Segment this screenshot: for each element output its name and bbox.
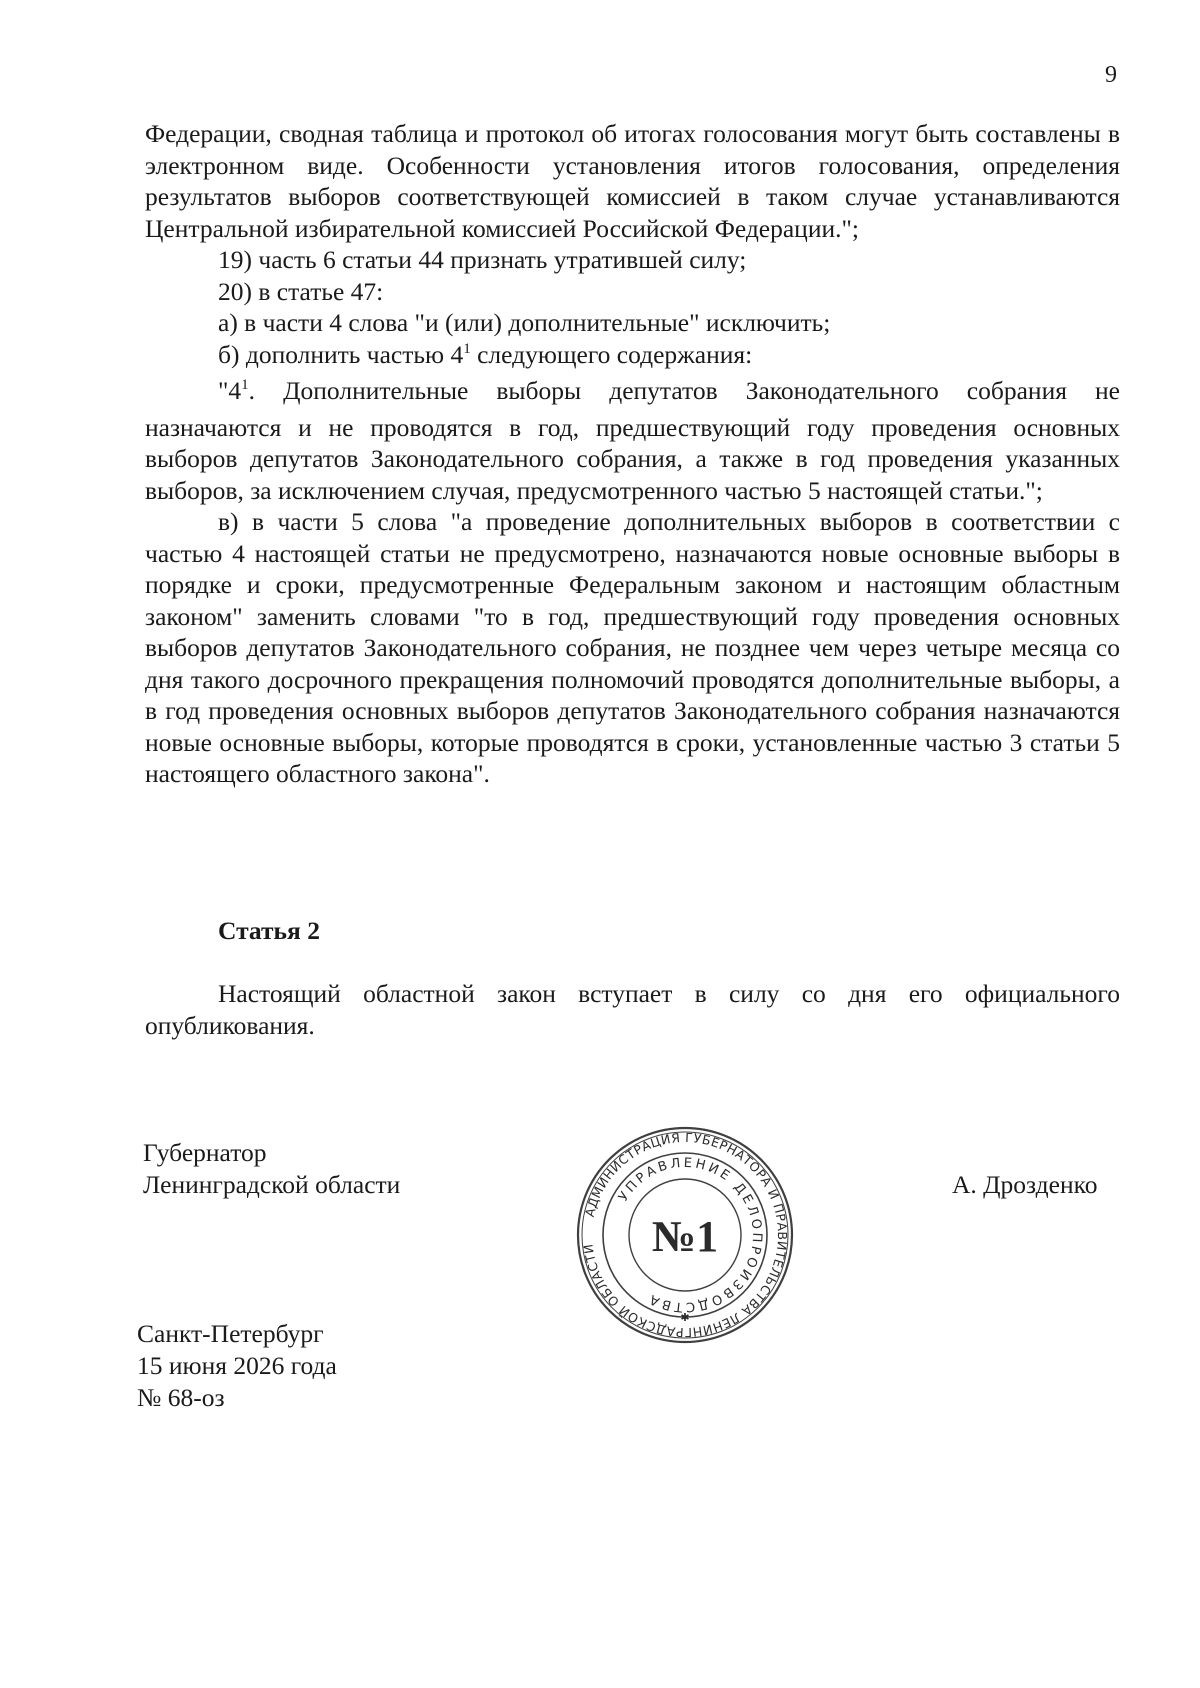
article-2-heading: Статья 2: [218, 916, 320, 945]
seal-star-icon: ✱: [680, 1311, 690, 1324]
paragraph-5-pre: б) дополнить частью 4: [218, 339, 464, 369]
paragraph-6-post: . Дополнительные выборы депутатов Законодательного собрания не назначаются и не проводятся в год, предшествующий году проведения основных выборов депутатов Законодательного собрания, а также в год проведения указанных выборов, за исключением случая, предусмотренного частью 5 настоящей статьи.";: [145, 376, 1120, 505]
paragraph-1: Федерации, сводная таблица и протокол об итогах голосования могут быть составлены в электронном виде. Особенности установления итогов голосования, определения результатов выборов соответствующей комиссией в таком случае устанавливаются Центральной избирательной комиссией Российской Федерации.";: [145, 119, 1120, 243]
paragraph-6-pre: "4: [218, 376, 242, 405]
position-line-1: Губернатор: [143, 1138, 267, 1167]
law-number: № 68-оз: [137, 1383, 225, 1412]
paragraph-5: [145, 339, 1120, 376]
date: 15 июня 2026 года: [137, 1351, 337, 1380]
paragraph-4: а) в части 4 слова "и (или) дополнительные" исключить;: [218, 308, 831, 337]
signatory-position: [143, 1137, 400, 1201]
position-line-2: Ленинградской области: [143, 1170, 401, 1199]
superscript: 1: [463, 340, 471, 357]
amendments-text: [145, 118, 1120, 790]
article-2-paragraph: Настоящий областной закон вступает в силу со дня его официального опубликования.: [145, 979, 1120, 1040]
signatory-name: А. Дрозденко: [952, 1170, 1098, 1199]
place-date-block: [137, 1318, 337, 1414]
article-2-body: [145, 978, 1120, 1041]
official-seal-stamp: [575, 1125, 795, 1345]
page-number: 9: [1105, 62, 1117, 88]
seal-center-number: №1: [651, 1212, 719, 1261]
seal-inner-path: УПРАВЛЕНИЕ ДЕЛОПРОИЗВОДСТВА: [616, 1155, 765, 1315]
paragraph-6: [145, 375, 1120, 506]
city: Санкт-Петербург: [137, 1319, 324, 1348]
seal-outer-path: АДМИНИСТРАЦИЯ ГУБЕРНАТОРА И ПРАВИТЕЛЬСТВА ЛЕНИНГРАДСКОЙ ОБЛАСТИ: [580, 1129, 791, 1341]
paragraph-3: 20) в статье 47:: [218, 276, 384, 306]
paragraph-2: 19) часть 6 статьи 44 признать утратившей силу;: [218, 245, 747, 274]
paragraph-5-post: следующего содержания:: [470, 339, 753, 369]
superscript: 1: [241, 377, 249, 393]
paragraph-7: в) в части 5 слова "а проведение дополнительных выборов в соответствии с частью 4 настоящей статьи не предусмотрено, назначаются новые основные выборы в порядке и сроки, предусмотренные Федеральным законом и настоящим областным законом" заменить словами "то в год, предшествующий году проведения основных выборов депутатов Законодательного собрания, не позднее чем через четыре месяца со дня такого досрочного прекращения полномочий проводятся дополнительные выборы, а в год проведения основных выборов депутатов Законодательного собрания назначаются новые основные выборы, которые проводятся в сроки, установленные частью 3 статьи 5 настоящего областного закона".: [145, 507, 1120, 788]
